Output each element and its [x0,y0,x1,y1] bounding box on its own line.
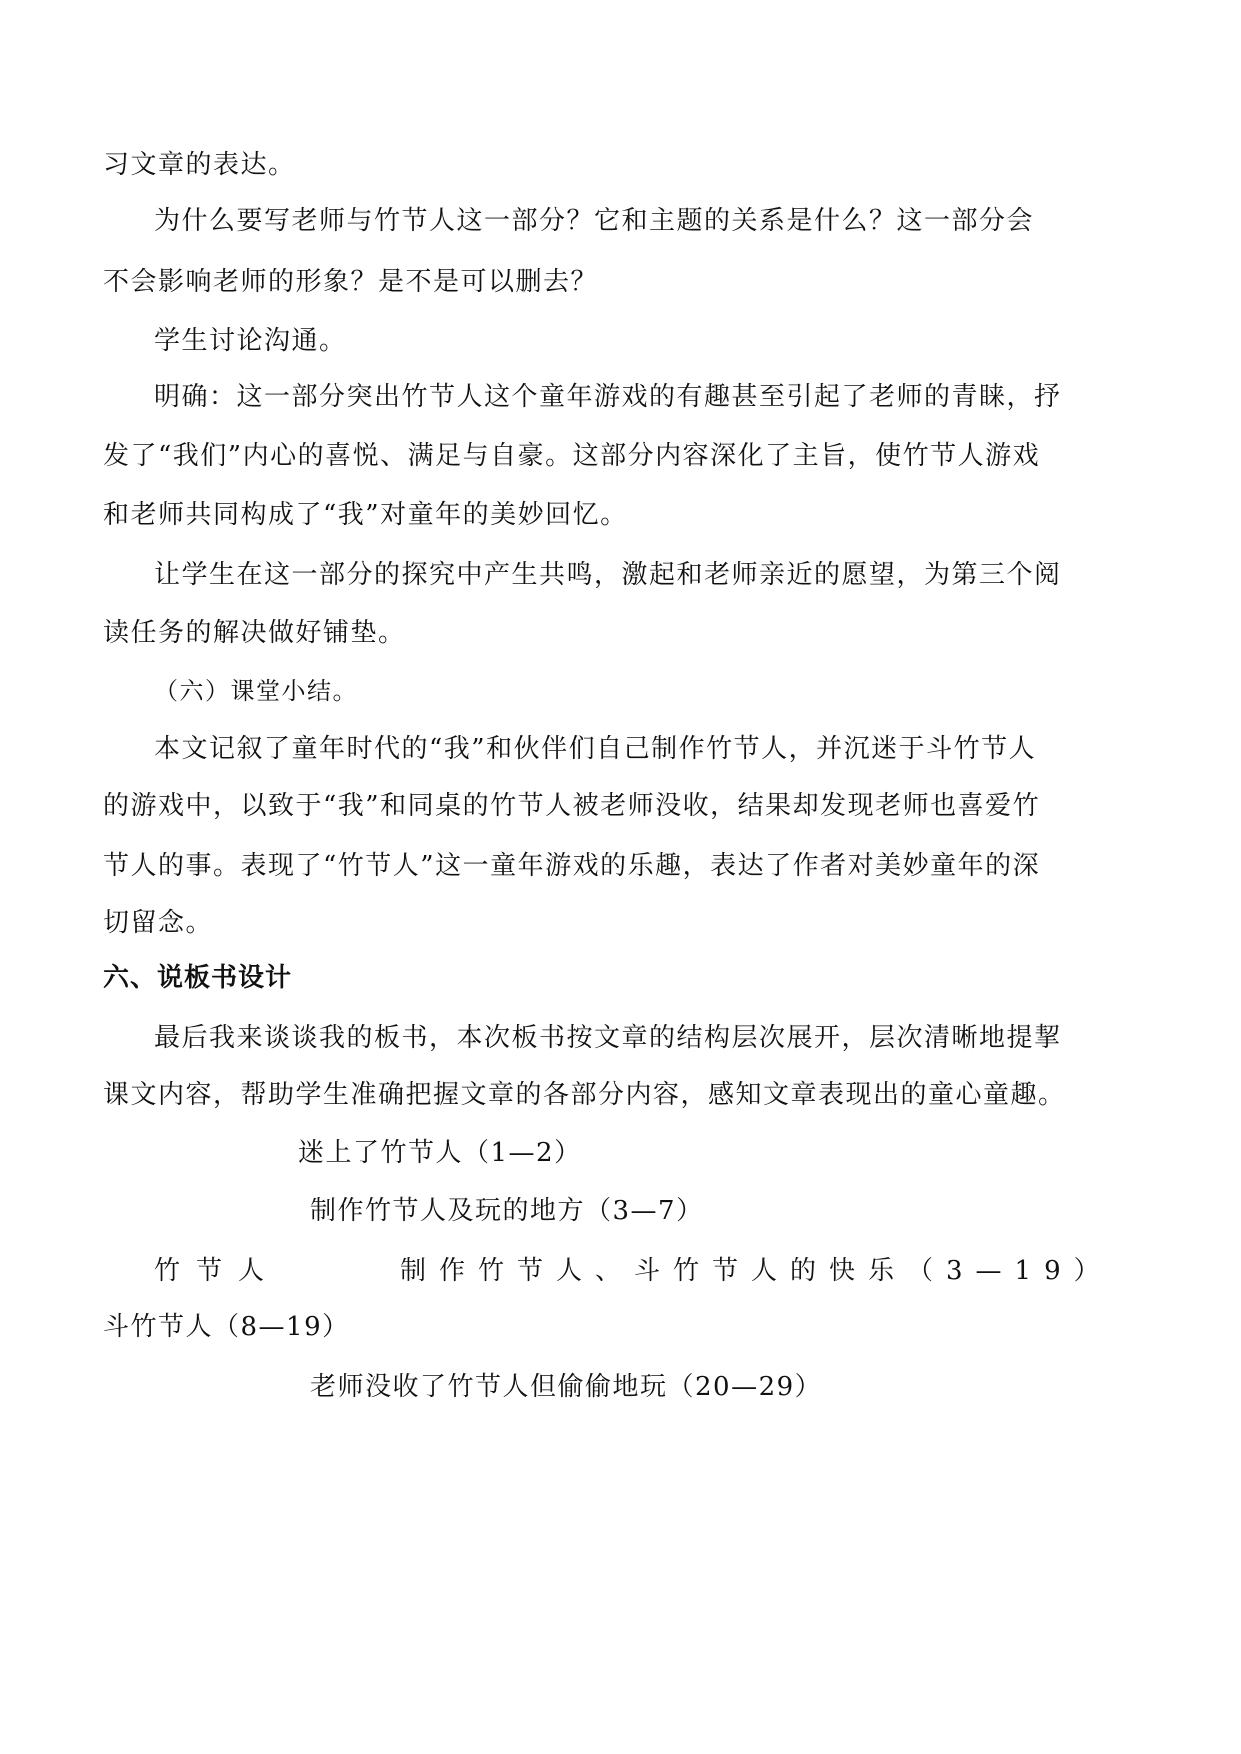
section-subheading: （六）课堂小结。 [154,677,358,705]
paragraph-line: 不会影响老师的形象？是不是可以删去？ [103,267,599,297]
paragraph-line: 发了“我们”内心的喜悦、满足与自豪。这部分内容深化了主旨，使竹节人游戏 [103,441,1041,471]
paragraph-line: 节人的事。表现了“竹节人”这一童年游戏的乐趣，表达了作者对美妙童年的深 [103,851,1041,881]
paragraph-line: 切留念。 [103,908,214,938]
paragraph-line: 读任务的解决做好铺垫。 [103,618,406,648]
paragraph-line: 课文内容，帮助学生准确把握文章的各部分内容，感知文章表现出的童心童趣。 [103,1080,1066,1110]
paragraph-line: 让学生在这一部分的探究中产生共鸣，激起和老师亲近的愿望，为第三个阅 [154,560,1062,590]
paragraph-line: 明确：这一部分突出竹节人这个童年游戏的有趣甚至引起了老师的青睐，抒 [154,382,1062,412]
board-line-1: 迷上了竹节人（1—2） [298,1138,582,1168]
board-line-2: 制作竹节人及玩的地方（3—7） [310,1196,704,1226]
board-line-5: 老师没收了竹节人但偷偷地玩（20—29） [310,1372,823,1402]
paragraph-line: 本文记叙了童年时代的“我”和伙伴们自己制作竹节人，并沉迷于斗竹节人 [154,734,1037,764]
section-heading: 六、说板书设计 [103,963,293,993]
board-title: 竹节人 [154,1256,281,1286]
paragraph-line: 的游戏中，以致于“我”和同桌的竹节人被老师没收，结果却发现老师也喜爱竹 [103,791,1041,821]
paragraph-line: 和老师共同构成了“我”对童年的美妙回忆。 [103,500,628,530]
paragraph-line: 习文章的表达。 [103,150,296,180]
paragraph-line: 最后我来谈谈我的板书，本次板书按文章的结构层次展开，层次清晰地提挈 [154,1023,1062,1053]
board-line-3: 制作竹节人、斗竹节人的快乐（3—19） [400,1256,1113,1286]
paragraph-line: 为什么要写老师与竹节人这一部分？它和主题的关系是什么？这一部分会 [154,206,1035,236]
paragraph-line: 学生讨论沟通。 [154,326,347,356]
board-line-4: 斗竹节人（8—19） [103,1312,350,1342]
